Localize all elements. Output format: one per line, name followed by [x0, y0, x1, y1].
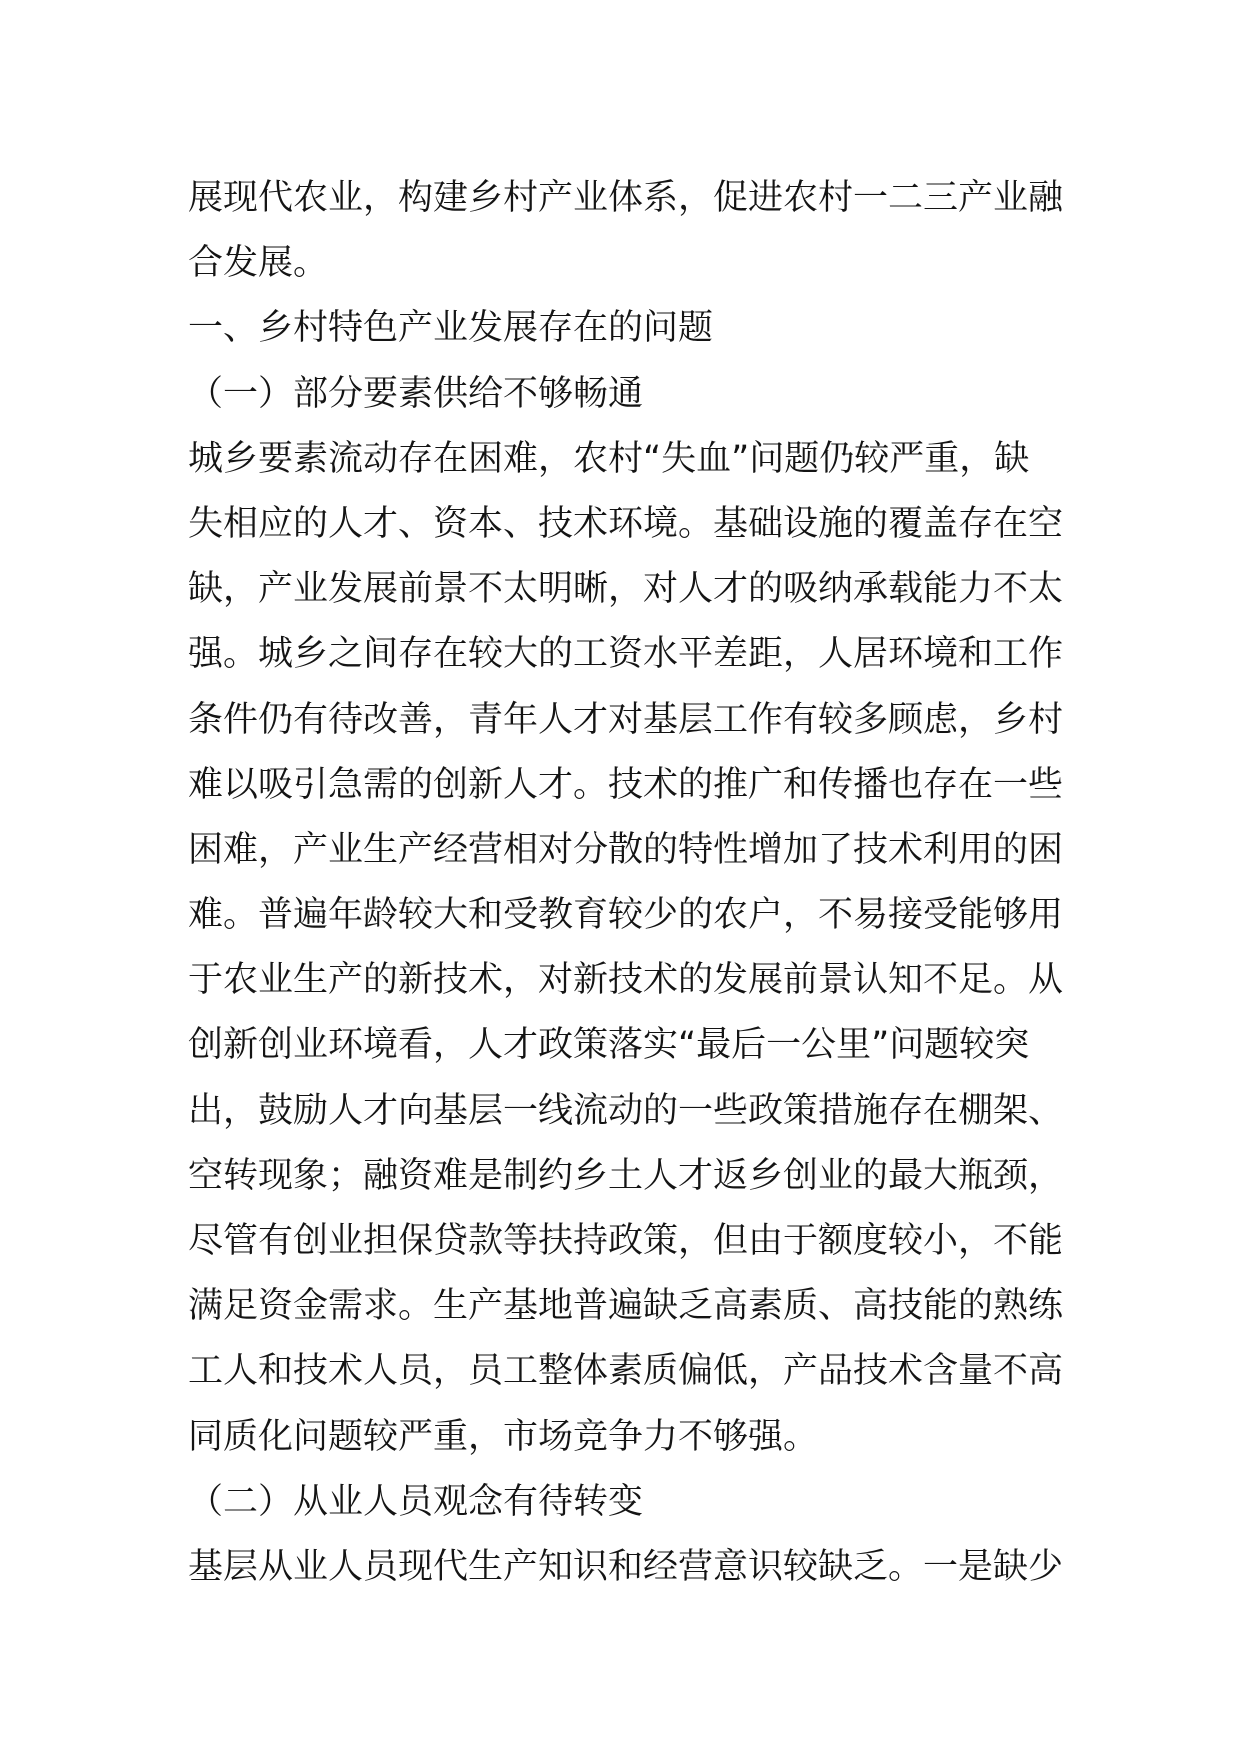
paragraph-line: 工人和技术人员，员工整体素质偏低，产品技术含量不高 [188, 1351, 1064, 1392]
paragraph-line: 同质化问题较严重，市场竞争力不够强。 [188, 1416, 819, 1457]
section-heading: 一、乡村特色产业发展存在的问题 [188, 308, 714, 349]
subsection-heading: （一）部分要素供给不够畅通 [188, 373, 644, 414]
paragraph-line: 强。城乡之间存在较大的工资水平差距，人居环境和工作 [188, 634, 1064, 675]
paragraph-line: 困难，产业生产经营相对分散的特性增加了技术利用的困 [188, 829, 1064, 870]
paragraph-line: 城乡要素流动存在困难，农村“失血”问题仍较严重，缺 [188, 438, 1030, 479]
paragraph-line: 出，鼓励人才向基层一线流动的一些政策措施存在棚架、 [188, 1090, 1064, 1131]
paragraph-line: 创新创业环境看，人才政策落实“最后一公里”问题较突 [188, 1025, 1030, 1066]
paragraph-line: 难以吸引急需的创新人才。技术的推广和传播也存在一些 [188, 764, 1064, 805]
paragraph-line: 满足资金需求。生产基地普遍缺乏高素质、高技能的熟练 [188, 1286, 1064, 1327]
paragraph-line: 展现代农业，构建乡村产业体系，促进农村一二三产业融 [188, 178, 1064, 218]
document-body [188, 166, 1064, 1600]
paragraph-line: 条件仍有待改善，青年人才对基层工作有较多顾虑，乡村 [188, 699, 1064, 740]
paragraph-line: 合发展。 [188, 243, 329, 284]
subsection-heading: （二）从业人员观念有待转变 [188, 1481, 644, 1522]
paragraph-line: 失相应的人才、资本、技术环境。基础设施的覆盖存在空 [188, 503, 1064, 544]
paragraph-line: 空转现象；融资难是制约乡土人才返乡创业的最大瓶颈， [188, 1155, 1064, 1196]
paragraph-line: 缺，产业发展前景不太明晰，对人才的吸纳承载能力不太 [188, 569, 1064, 610]
paragraph-line: 难。普遍年龄较大和受教育较少的农户，不易接受能够用 [188, 895, 1064, 936]
paragraph-line: 尽管有创业担保贷款等扶持政策，但由于额度较小，不能 [188, 1221, 1064, 1261]
paragraph-line: 基层从业人员现代生产知识和经营意识较缺乏。一是缺少 [188, 1546, 1064, 1587]
paragraph-line: 于农业生产的新技术，对新技术的发展前景认知不足。从 [188, 960, 1064, 1001]
